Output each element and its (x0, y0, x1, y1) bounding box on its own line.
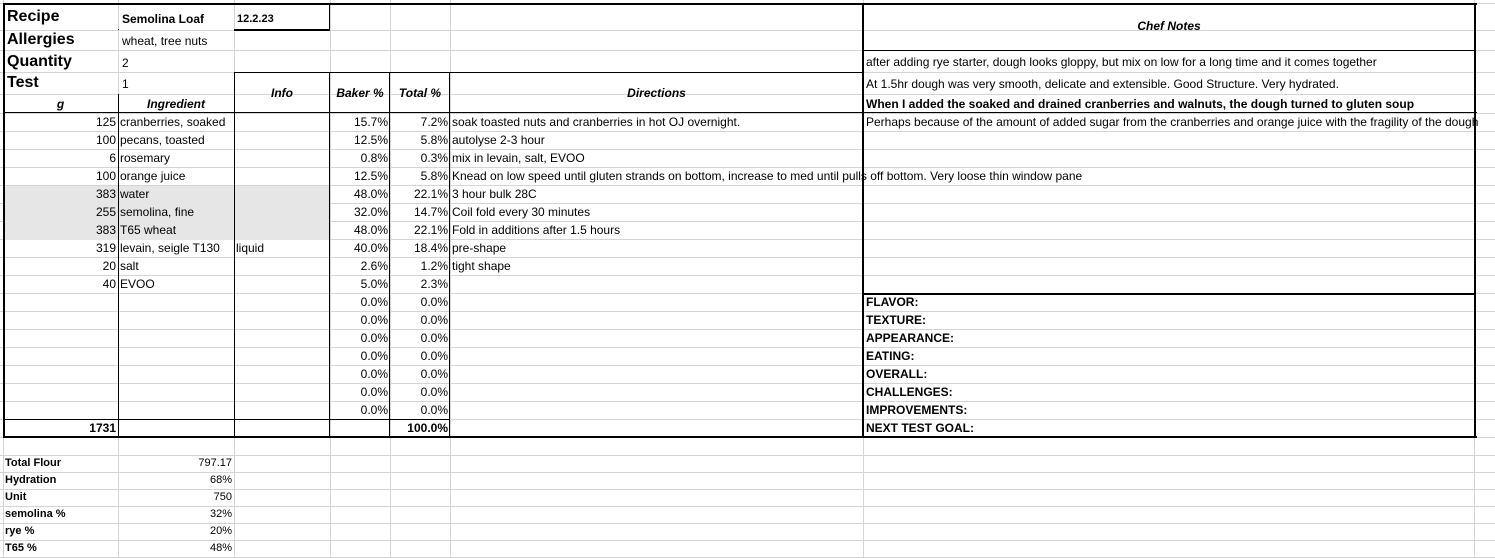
evaluation-label[interactable]: FLAVOR: (866, 295, 919, 309)
summary-value[interactable]: 48% (209, 542, 232, 554)
info-cell[interactable] (234, 257, 330, 275)
info-cell[interactable] (234, 347, 330, 365)
evaluation-label[interactable]: EATING: (866, 349, 915, 363)
direction-cell[interactable]: tight shape (452, 259, 511, 273)
total-pct-cell[interactable]: 2.3% (420, 277, 448, 291)
table-border (234, 72, 863, 73)
grams-cell[interactable]: 6 (109, 151, 116, 165)
ingredient-cell[interactable]: orange juice (120, 169, 186, 183)
info-cell[interactable] (234, 365, 330, 383)
summary-value[interactable]: 68% (209, 474, 232, 486)
direction-cell[interactable]: Coil fold every 30 minutes (452, 205, 591, 219)
ingredient-cell[interactable]: T65 wheat (120, 223, 177, 237)
baker-pct-cell[interactable]: 15.7% (353, 115, 388, 129)
summary-label[interactable]: T65 % (5, 542, 37, 554)
evaluation-label[interactable]: TEXTURE: (866, 313, 926, 327)
ingredient-cell[interactable] (118, 293, 234, 311)
baker-pct-cell[interactable]: 0.0% (360, 367, 388, 381)
direction-cell[interactable]: soak toasted nuts and cranberries in hot OJ overnight. (452, 115, 741, 129)
table-border (234, 29, 330, 31)
total-pct-cell[interactable]: 14.7% (413, 205, 448, 219)
chef-note[interactable]: When I added the soaked and drained cranberries and walnuts, the dough turned to gluten soup (866, 97, 1415, 111)
grams-cell[interactable]: 255 (95, 205, 116, 219)
chef-note[interactable]: after adding rye starter, dough looks gloppy, but mix on low for a long time and it comes together (866, 55, 1377, 69)
ingredient-cell[interactable]: semolina, fine (120, 205, 195, 219)
info-cell[interactable] (234, 131, 330, 149)
evaluation-label[interactable]: CHALLENGES: (866, 385, 953, 399)
chef-note[interactable]: Perhaps because of the amount of added sugar from the cranberries and orange juice with the fragility of the dough (866, 115, 1479, 129)
ingredient-cell[interactable]: levain, seigle T130 (120, 241, 220, 255)
summary-value[interactable]: 797.17 (198, 457, 232, 469)
direction-cell[interactable] (450, 293, 454, 311)
recipe-name[interactable]: Semolina Loaf (122, 12, 205, 26)
direction-cell[interactable] (450, 365, 454, 383)
test-value[interactable]: 1 (122, 77, 129, 91)
total-pct-cell[interactable]: 22.1% (413, 223, 448, 237)
total-pct-cell[interactable]: 18.4% (413, 241, 448, 255)
baker-pct-cell[interactable]: 40.0% (353, 241, 388, 255)
column-header-info[interactable]: Info (271, 86, 293, 100)
info-cell[interactable] (234, 275, 330, 293)
quantity-value[interactable]: 2 (122, 56, 129, 70)
grams-cell[interactable]: 319 (95, 241, 116, 255)
info-cell[interactable] (234, 149, 330, 167)
table-border (329, 3, 330, 31)
info-cell[interactable] (234, 311, 330, 329)
direction-cell[interactable] (450, 329, 454, 347)
baker-pct-cell[interactable]: 12.5% (353, 169, 388, 183)
ingredient-cell[interactable]: pecans, toasted (120, 133, 205, 147)
summary-label[interactable]: rye % (5, 525, 35, 537)
column-header-total[interactable]: Total % (398, 86, 442, 100)
info-cell[interactable]: liquid (236, 241, 265, 255)
ingredient-cell[interactable] (118, 383, 234, 401)
table-border (3, 3, 1477, 5)
column-header-g[interactable]: g (56, 97, 65, 111)
ingredient-cell[interactable] (118, 347, 234, 365)
ingredient-cell[interactable]: salt (120, 259, 139, 273)
grams-cell[interactable]: 383 (95, 187, 116, 201)
baker-pct-cell[interactable]: 0.0% (360, 385, 388, 399)
info-cell[interactable] (234, 293, 330, 311)
summary-label[interactable]: Unit (5, 491, 27, 503)
summary-value[interactable]: 20% (209, 525, 232, 537)
column-header-chef-notes[interactable]: Chef Notes (1137, 19, 1201, 33)
baker-pct-cell[interactable]: 0.0% (360, 349, 388, 363)
info-cell[interactable] (234, 221, 330, 239)
direction-cell[interactable] (450, 311, 454, 329)
direction-cell[interactable] (450, 383, 454, 401)
recipe-date[interactable]: 12.2.23 (237, 13, 274, 25)
quantity-label[interactable]: Quantity (7, 53, 72, 70)
summary-label[interactable]: Hydration (5, 474, 57, 486)
column-header-baker[interactable]: Baker % (336, 86, 384, 100)
baker-pct-cell[interactable]: 48.0% (353, 223, 388, 237)
grams-cell[interactable] (3, 329, 118, 347)
total-pct-cell[interactable]: 0.0% (420, 349, 448, 363)
baker-pct-cell[interactable]: 32.0% (353, 205, 388, 219)
grams-cell[interactable] (3, 383, 118, 401)
grams-cell[interactable] (3, 401, 118, 419)
ingredient-cell[interactable]: EVOO (120, 277, 155, 291)
evaluation-label[interactable]: NEXT TEST GOAL: (866, 421, 974, 435)
baker-pct-cell[interactable]: 0.0% (360, 331, 388, 345)
grams-cell[interactable]: 125 (95, 115, 116, 129)
grams-cell[interactable] (3, 311, 118, 329)
allergies-value[interactable]: wheat, tree nuts (122, 34, 208, 48)
test-label[interactable]: Test (7, 74, 39, 91)
ingredient-cell[interactable]: rosemary (120, 151, 171, 165)
total-pct-cell[interactable]: 0.0% (420, 367, 448, 381)
total-pct-cell[interactable]: 0.0% (420, 331, 448, 345)
total-pct-cell[interactable]: 22.1% (413, 187, 448, 201)
summary-label[interactable]: Total Flour (5, 457, 62, 469)
total-pct-cell[interactable]: 0.0% (420, 295, 448, 309)
grams-cell[interactable]: 20 (102, 259, 116, 273)
table-border (863, 293, 1475, 295)
baker-pct-cell[interactable]: 12.5% (353, 133, 388, 147)
summary-label[interactable]: semolina % (5, 508, 66, 520)
evaluation-label[interactable]: IMPROVEMENTS: (866, 403, 968, 417)
info-cell[interactable] (234, 329, 330, 347)
grams-cell[interactable]: 100 (95, 169, 116, 183)
ingredient-cell[interactable] (118, 311, 234, 329)
table-border (1474, 3, 1476, 438)
direction-cell[interactable] (450, 347, 454, 365)
info-cell[interactable] (234, 185, 330, 203)
total-pct-cell[interactable]: 5.8% (420, 169, 448, 183)
grams-cell[interactable]: 383 (95, 223, 116, 237)
recipe-label[interactable]: Recipe (7, 8, 60, 25)
direction-cell[interactable] (450, 275, 454, 293)
column-header-ingredient[interactable]: Ingredient (146, 97, 205, 111)
baker-pct-cell[interactable]: 0.0% (360, 295, 388, 309)
summary-value[interactable]: 750 (213, 491, 232, 503)
total-pct-cell[interactable]: 7.2% (420, 115, 448, 129)
info-cell[interactable] (234, 383, 330, 401)
baker-pct-cell[interactable]: 0.8% (360, 151, 388, 165)
total-pct-cell[interactable]: 0.3% (420, 151, 448, 165)
ingredient-cell[interactable] (118, 365, 234, 383)
info-cell[interactable] (234, 167, 330, 185)
grams-cell[interactable] (3, 347, 118, 365)
evaluation-label[interactable]: OVERALL: (866, 367, 928, 381)
allergies-label[interactable]: Allergies (7, 31, 75, 48)
total-grams[interactable]: 1731 (89, 421, 116, 435)
total-pct-cell[interactable]: 1.2% (420, 259, 448, 273)
direction-cell[interactable]: Fold in additions after 1.5 hours (452, 223, 621, 237)
direction-cell[interactable]: pre-shape (452, 241, 507, 255)
direction-cell[interactable] (450, 401, 454, 419)
total-pct[interactable]: 100.0% (407, 421, 448, 435)
direction-cell[interactable]: mix in levain, salt, EVOO (452, 151, 585, 165)
baker-pct-cell[interactable]: 2.6% (360, 259, 388, 273)
total-pct-cell[interactable]: 0.0% (420, 403, 448, 417)
total-pct-cell[interactable]: 5.8% (420, 133, 448, 147)
table-border (234, 3, 330, 4)
grams-cell[interactable]: 40 (102, 277, 116, 291)
baker-pct-cell[interactable]: 48.0% (353, 187, 388, 201)
info-cell[interactable] (234, 113, 330, 131)
baker-pct-cell[interactable]: 0.0% (360, 313, 388, 327)
info-cell[interactable] (234, 203, 330, 221)
evaluation-label[interactable]: APPEARANCE: (866, 331, 955, 345)
baker-pct-cell[interactable]: 5.0% (360, 277, 388, 291)
summary-value[interactable]: 32% (209, 508, 232, 520)
grams-cell[interactable] (3, 365, 118, 383)
column-header-directions[interactable]: Directions (627, 86, 686, 100)
baker-pct-cell[interactable]: 0.0% (360, 403, 388, 417)
info-cell[interactable] (234, 401, 330, 419)
ingredient-cell[interactable]: cranberries, soaked (120, 115, 226, 129)
grams-cell[interactable] (3, 293, 118, 311)
direction-cell[interactable]: autolyse 2-3 hour (452, 133, 545, 147)
ingredient-cell[interactable]: water (120, 187, 150, 201)
grams-cell[interactable]: 100 (95, 133, 116, 147)
direction-cell[interactable]: Knead on low speed until gluten strands on bottom, increase to med until pulls off bottom. Very loose thin window pane (452, 169, 1083, 183)
ingredient-cell[interactable] (118, 329, 234, 347)
total-pct-cell[interactable]: 0.0% (420, 313, 448, 327)
direction-cell[interactable]: 3 hour bulk 28C (452, 187, 537, 201)
chef-note[interactable]: At 1.5hr dough was very smooth, delicate and extensible. Good Structure. Very hydrated. (866, 77, 1339, 91)
total-pct-cell[interactable]: 0.0% (420, 385, 448, 399)
table-border (863, 50, 1475, 51)
table-border (3, 436, 1477, 438)
table-border (118, 29, 119, 30)
ingredient-cell[interactable] (118, 401, 234, 419)
